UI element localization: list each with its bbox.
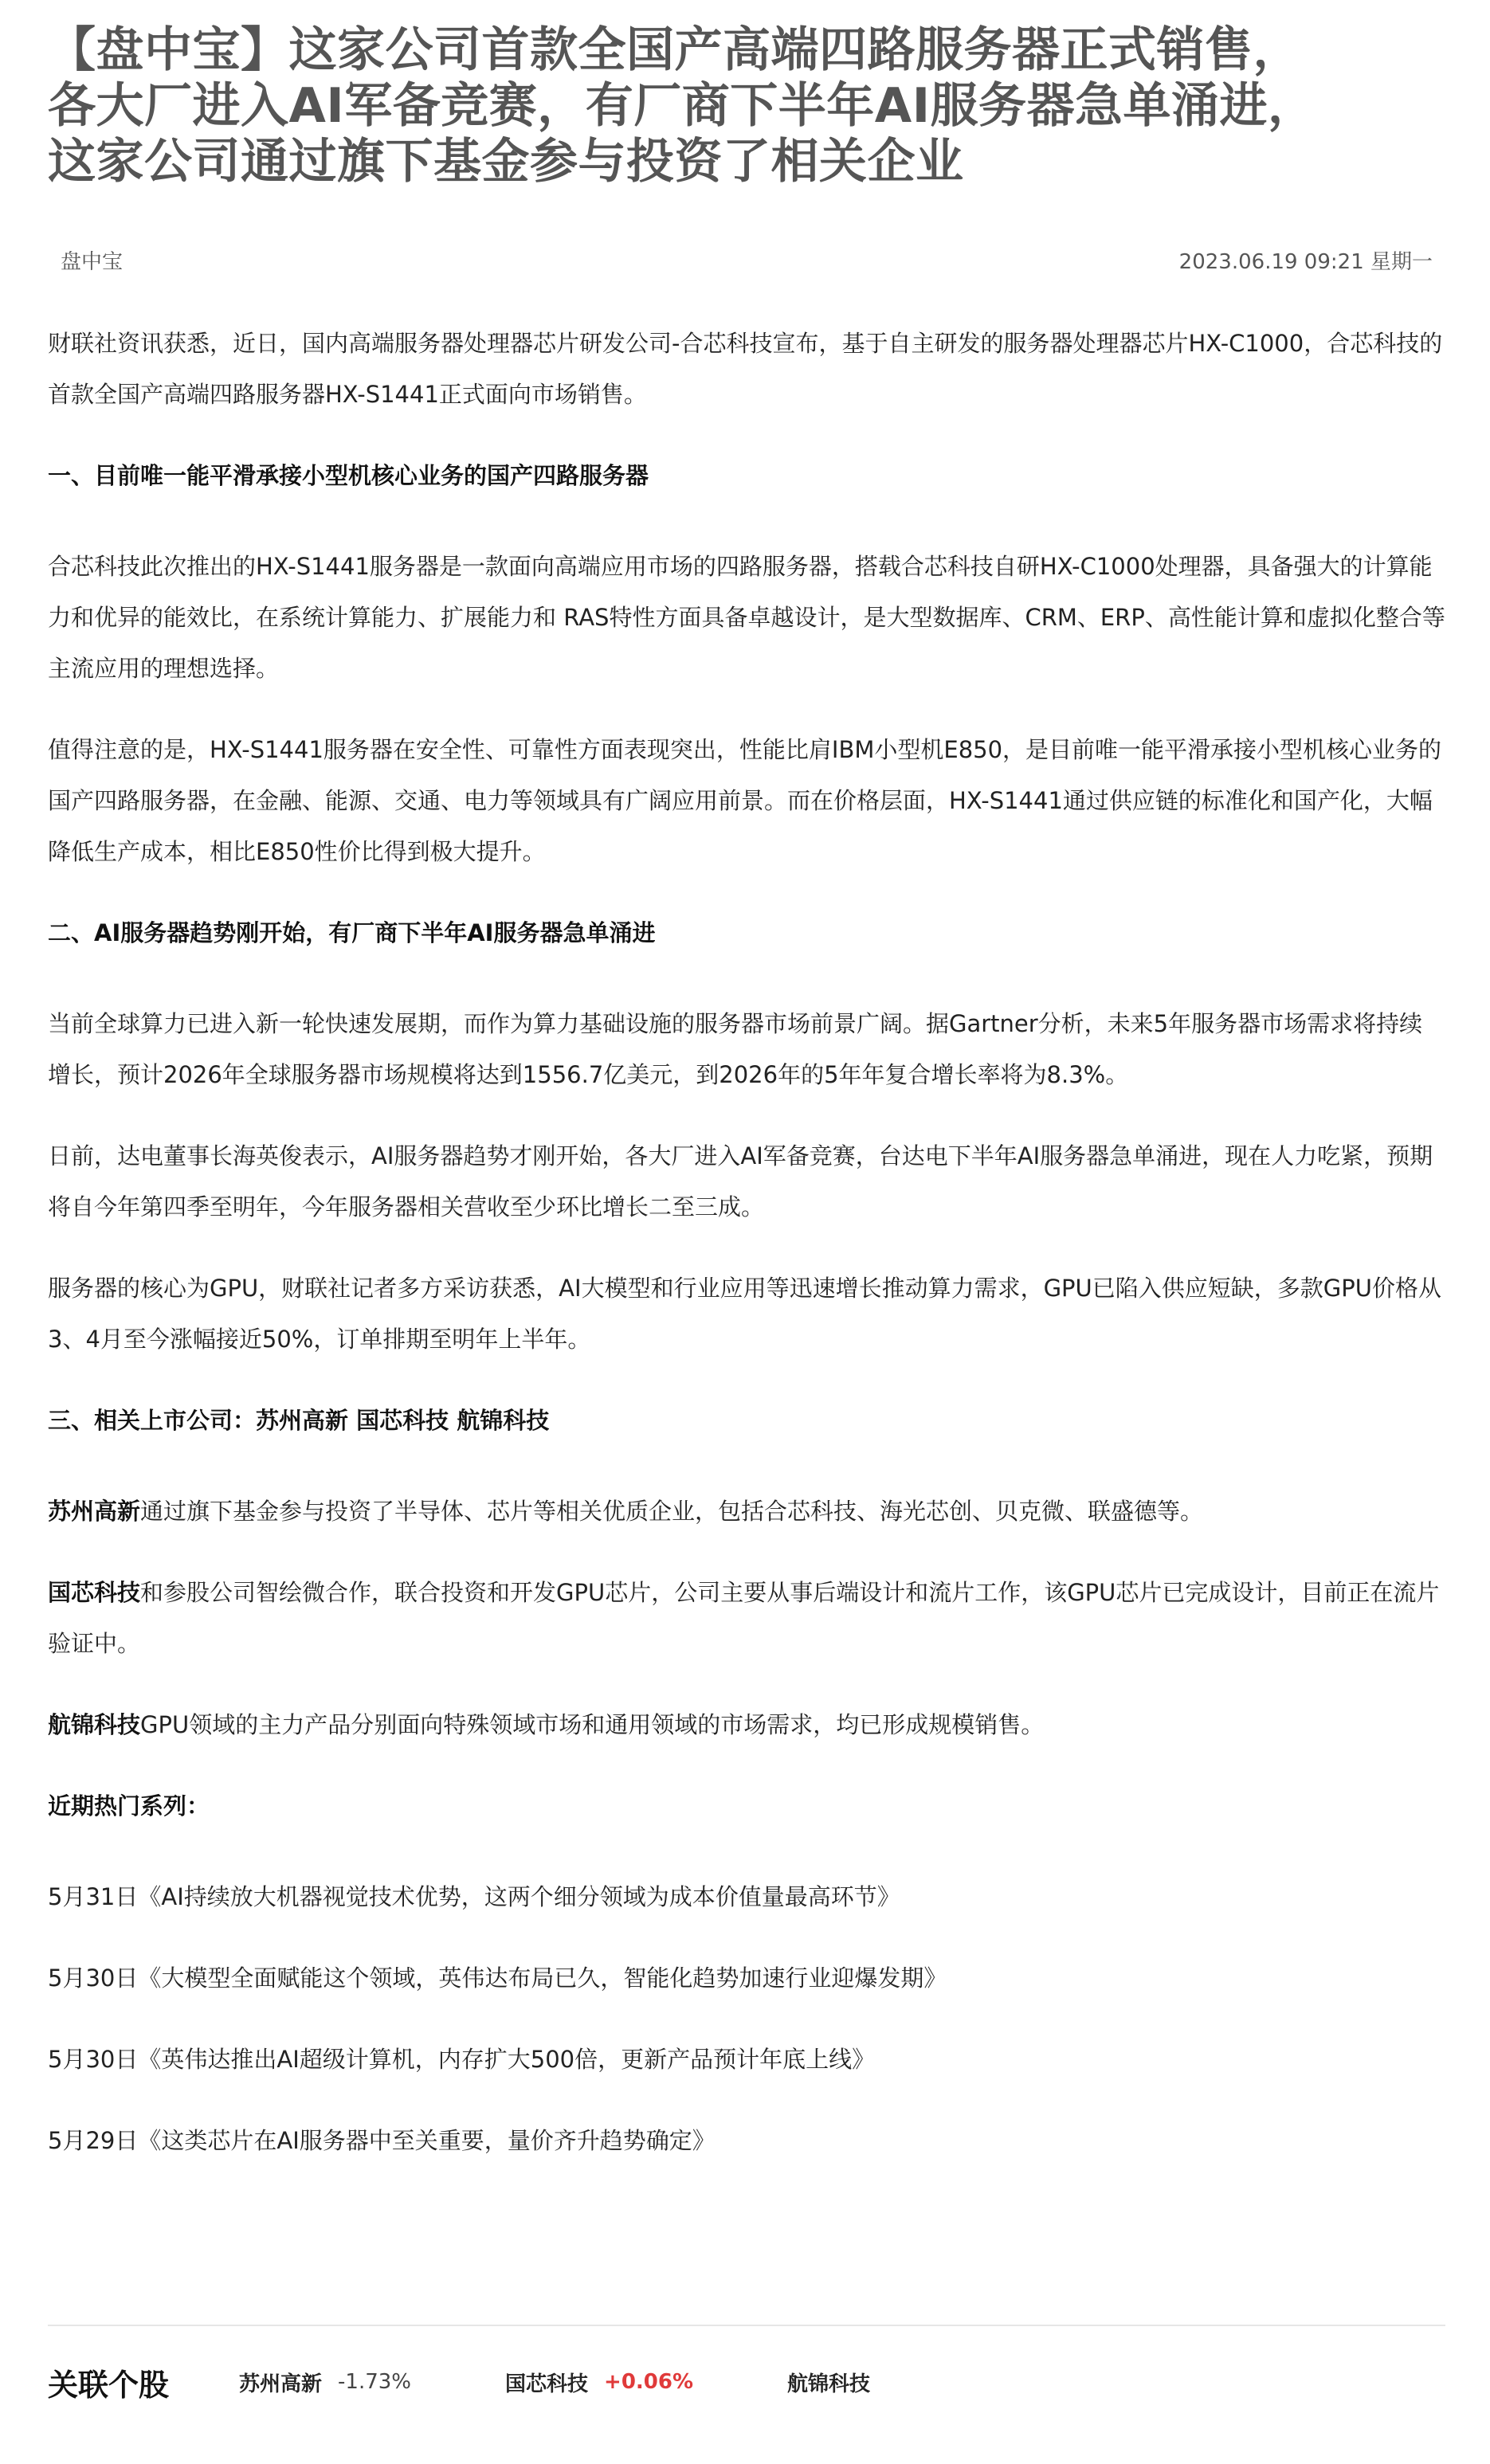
company-name[interactable]: 苏州高新	[48, 1498, 141, 1525]
hot-series-link[interactable]: 5月29日《这类芯片在AI服务器中至关重要，量价齐升趋势确定》	[48, 2127, 716, 2154]
paragraph: 财联社资讯获悉，近日，国内高端服务器处理器芯片研发公司-合芯科技宣布，基于自主研发的服务器处理器芯片HX-C1000，合芯科技的首款全国产高端四路服务器HX-S1441正式面向市场销售。	[48, 330, 1443, 408]
paragraph: 合芯科技此次推出的HX-S1441服务器是一款面向高端应用市场的四路服务器，搭载合芯科技自研HX-C1000处理器，具备强大的计算能力和优异的能效比，在系统计算能力、扩展能力和 RAS特性方面具备卓越设计，是大型数据库、CRM、ERP、高性能计算和虚拟化整合等主流应用的理想选择。	[48, 553, 1445, 682]
related-stocks-bar	[48, 2358, 1445, 2406]
stock-change: -1.73%	[338, 2370, 412, 2394]
company-paragraph	[48, 1699, 1445, 1750]
company-text: 通过旗下基金参与投资了半导体、芯片等相关优质企业，包括合芯科技、海光芯创、贝克微、联盛德等。	[140, 1498, 1204, 1525]
hot-series-link[interactable]: 5月31日《AI持续放大机器视觉技术优势，这两个细分领域为成本价值量最高环节》	[48, 1883, 900, 1910]
title-line: 【盘中宝】这家公司首款全国产高端四路服务器正式销售，	[48, 22, 1301, 78]
stock-name: 国芯科技	[505, 2372, 589, 2396]
company-paragraph	[48, 1567, 1445, 1669]
company-name[interactable]: 航锦科技	[48, 1711, 141, 1738]
hot-series-link[interactable]: 5月30日《大模型全面赋能这个领域，英伟达布局已久，智能化趋势加速行业迎爆发期》	[48, 1965, 947, 1992]
company-paragraph	[48, 1486, 1445, 1537]
article-meta	[48, 245, 1445, 275]
paragraph: 服务器的核心为GPU，财联社记者多方采访获悉，AI大模型和行业应用等迅速增长推动算力需求，GPU已陷入供应短缺，多款GPU价格从3、4月至今涨幅接近50%，订单排期至明年上半年。	[48, 1275, 1441, 1353]
stock-item[interactable]	[505, 2368, 693, 2397]
stock-item[interactable]	[239, 2368, 411, 2397]
article-body	[48, 318, 1445, 2166]
stock-name: 苏州高新	[239, 2372, 323, 2396]
company-text: GPU领域的主力产品分别面向特殊领域市场和通用领域的市场需求，均已形成规模销售。	[140, 1711, 1045, 1738]
article-datetime: 2023.06.19 09:21 星期一	[1178, 250, 1433, 274]
article-title	[48, 22, 1445, 190]
section-heading: 一、目前唯一能平滑承接小型机核心业务的国产四路服务器	[48, 462, 649, 489]
company-name[interactable]: 国芯科技	[48, 1579, 141, 1606]
company-text: 和参股公司智绘微合作，联合投资和开发GPU芯片，公司主要从事后端设计和流片工作，该GPU芯片已完成设计，目前正在流片验证中。	[48, 1579, 1440, 1657]
stock-change: +0.06%	[604, 2370, 694, 2394]
hot-series-heading: 近期热门系列：	[48, 1792, 210, 1820]
divider	[48, 2325, 1445, 2326]
title-line: 各大厂进入AI军备竞赛，有厂商下半年AI服务器急单涌进，	[48, 78, 1316, 134]
paragraph: 日前，达电董事长海英俊表示，AI服务器趋势才刚开始，各大厂进入AI军备竞赛，台达电下半年AI服务器急单涌进，现在人力吃紧，预期将自今年第四季至明年，今年服务器相关营收至少环比增长二至三成。	[48, 1142, 1433, 1220]
title-line: 这家公司通过旗下基金参与投资了相关企业	[48, 134, 964, 190]
stock-item[interactable]	[787, 2368, 886, 2397]
article-source[interactable]: 盘中宝	[61, 250, 124, 274]
section-heading: 二、AI服务器趋势刚开始，有厂商下半年AI服务器急单涌进	[48, 919, 656, 946]
hot-series-link[interactable]: 5月30日《英伟达推出AI超级计算机，内存扩大500倍，更新产品预计年底上线》	[48, 2046, 876, 2073]
stock-name: 航锦科技	[787, 2372, 871, 2396]
related-stocks-title: 关联个股	[48, 2367, 170, 2403]
paragraph: 值得注意的是，HX-S1441服务器在安全性、可靠性方面表现突出，性能比肩IBM小型机E850，是目前唯一能平滑承接小型机核心业务的国产四路服务器，在金融、能源、交通、电力等领域具有广阔应用前景。而在价格层面，HX-S1441通过供应链的标准化和国产化，大幅降低生产成本，相比E850性价比得到极大提升。	[48, 736, 1442, 865]
section-heading: 三、相关上市公司：苏州高新 国芯科技 航锦科技	[48, 1407, 550, 1434]
paragraph: 当前全球算力已进入新一轮快速发展期，而作为算力基础设施的服务器市场前景广阔。据Gartner分析，未来5年服务器市场需求将持续增长，预计2026年全球服务器市场规模将达到1556.7亿美元，到2026年的5年年复合增长率将为8.3%。	[48, 1010, 1423, 1088]
